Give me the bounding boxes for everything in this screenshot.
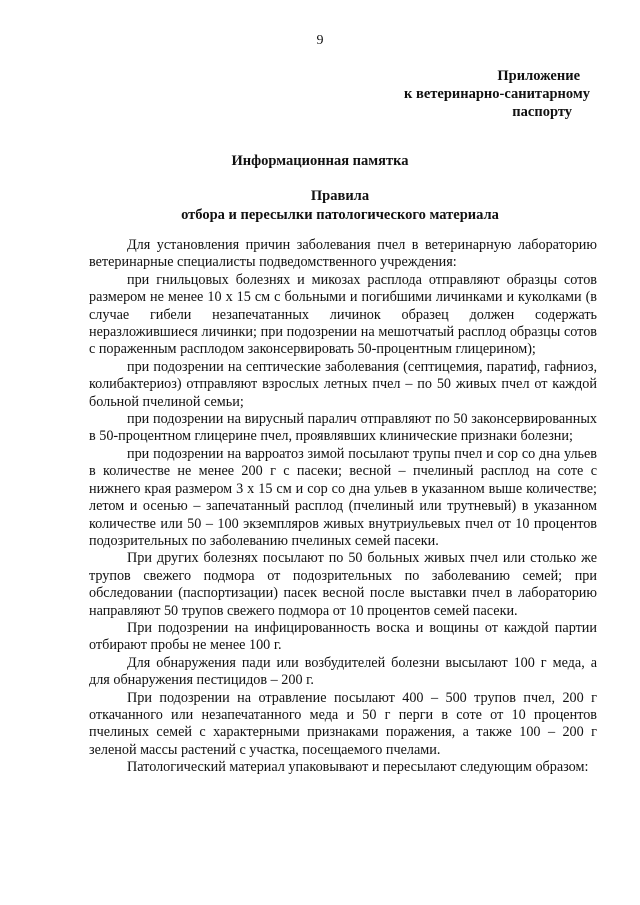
paragraph: при гнильцовых болезнях и микозах расплода отправляют образцы сотов размером не менее 10 х 15 см с больными и погибшими личинками и куколками (в случае гибели незапечатанных личинок образец должен содержать неразложившиеся личинки; при подозрении на мешотчатый расплод образцы сотов с пораженным расплодом законсервировать 50-процентным глицерином); <box>89 271 597 358</box>
page-number: 9 <box>316 33 324 48</box>
paragraph: При других болезнях посылают по 50 больных живых пчел или столько же трупов свежего подмора от подозрительных по заболеванию семей; при обследовании (паспортизации) пасек весной после выставки пчел в лабораторию направляют 50 трупов свежего подмора от 10 процентов семей пасеки. <box>89 550 597 619</box>
appendix-line-3: паспорту <box>512 104 572 120</box>
paragraph: при подозрении на варроатоз зимой посылают трупы пчел и сор со дна ульев в количестве не менее 200 г с пасеки; весной – пчелиный расплод на соте с нижнего края размером 3 х 15 см и сор со дна ульев в указанном выше количестве; летом и осенью – запечатанный расплод (пчелиный или трутневый) в указанном количестве или 50 – 100 экземпляров живых внутриульевых пчел от 10 процентов подозрительных по заболеванию пчелиных семей пасеки. <box>89 445 597 549</box>
body-text <box>89 237 597 777</box>
paragraph: При подозрении на инфицированность воска и вощины от каждой партии отбирают пробы не менее 100 г. <box>89 619 597 654</box>
appendix-line-1: Приложение <box>497 68 580 84</box>
paragraph: Для установления причин заболевания пчел в ветеринарную лабораторию ветеринарные специалисты подведомственного учреждения: <box>89 237 597 271</box>
rules-title-line-2: отбора и пересылки патологического материала <box>181 207 499 223</box>
paragraph: Патологический материал упаковывают и пересылают следующим образом: <box>127 759 589 776</box>
paragraph: при подозрении на септические заболевания (септицемия, паратиф, гафниоз, колибактериоз) отправляют взрослых летных пчел – по 50 живых пчел от каждой больной пчелиной семьи; <box>89 358 597 410</box>
paragraph: Для обнаружения пади или возбудителей болезни высылают 100 г меда, а для обнаружения пестицидов – 200 г. <box>89 654 597 689</box>
info-title: Информационная памятка <box>231 153 409 169</box>
rules-title <box>0 187 640 225</box>
appendix-heading <box>380 67 590 121</box>
paragraph: при подозрении на вирусный паралич отправляют по 50 законсервированных в 50-процентном глицерине пчел, проявлявших клинические признаки болезни; <box>89 411 597 445</box>
paragraph: При подозрении на отравление посылают 400 – 500 трупов пчел, 200 г откачанного или незапечатанного меда и 50 г перги в соте от 10 процентов пчелиных семей с характерными признаками поражения, а также 100 – 200 г зеленой массы растений с участка, посещаемого пчелами. <box>89 689 597 758</box>
rules-title-line-1: Правила <box>310 188 370 204</box>
appendix-line-2: к ветеринарно-санитарному <box>404 86 590 102</box>
